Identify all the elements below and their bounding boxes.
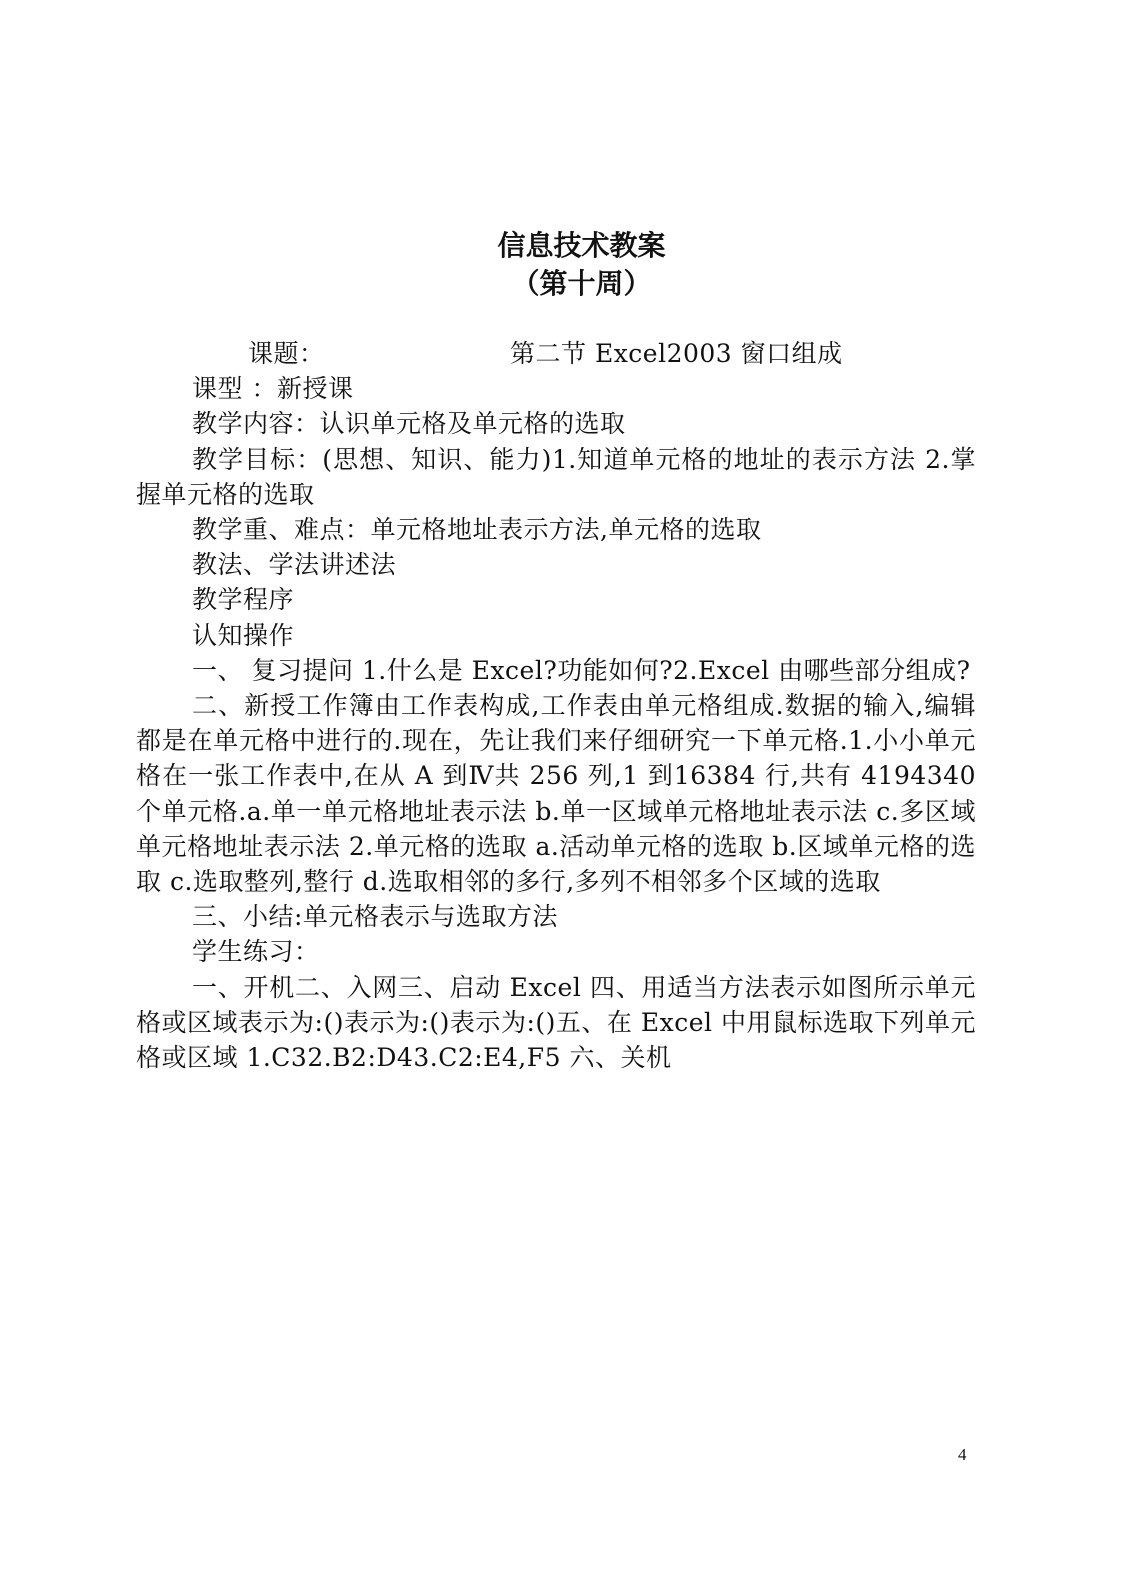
lesson-key-points: 教学重、难点：单元格地址表示方法,单元格的选取 xyxy=(192,515,762,545)
document-title: 信息技术教案 xyxy=(497,231,666,262)
topic-value: 第二节 Excel2003 窗口组成 xyxy=(510,339,843,368)
lesson-cognition: 认知操作 xyxy=(192,620,295,650)
lesson-step-new: 二、新授工作簿由工作表构成,工作表由单元格组成.数据的输入,编辑都是在单元格中进行的.现在，先让我们来仔细研究一下单元格.1.小小单元格在一张工作表中,在从 A 到Ⅳ共 256 列,1 到16384 行,共有 4194340 个单元格.a.单一单元格地址表示法 b.单一区域单元格地址表示法 c.多区域单元格地址表示法 2.单元格的选取 a.活动单元格的选取 b.区域单元格的选取 c.选取整列,整行 d.选取相邻的多行,多列不相邻多个区域的选取 xyxy=(136,691,976,897)
practice-label: 学生练习： xyxy=(192,937,320,967)
lesson-step-summary: 三、小结:单元格表示与选取方法 xyxy=(192,902,558,932)
lesson-body xyxy=(136,336,976,1075)
topic-line xyxy=(136,336,976,371)
practice-content: 一、开机二、入网三、启动 Excel 四、用适当方法表示如图所示单元格或区域表示为:()表示为:()表示为:()五、在 Excel 中用鼠标选取下列单元格或区域 1.C32.B2:D43.C2:E4,F5 六、关机 xyxy=(136,972,976,1073)
lesson-step-review: 一、 复习提问 1.什么是 Excel?功能如何?2.Excel 由哪些部分组成? xyxy=(192,655,971,685)
lesson-procedure: 教学程序 xyxy=(192,585,295,615)
topic-label: 课题： xyxy=(248,339,325,368)
lesson-content: 教学内容：认识单元格及单元格的选取 xyxy=(192,409,626,439)
lesson-type: 课型 ：新授课 xyxy=(192,374,354,404)
document-subtitle: （第十周） xyxy=(511,269,652,300)
page-number: 4 xyxy=(958,1445,967,1464)
lesson-methods: 教法、学法讲述法 xyxy=(192,550,397,580)
title-block xyxy=(0,228,1123,304)
lesson-objectives: 教学目标：(思想、知识、能力)1.知道单元格的地址的表示方法 2.掌握单元格的选取 xyxy=(136,444,976,509)
